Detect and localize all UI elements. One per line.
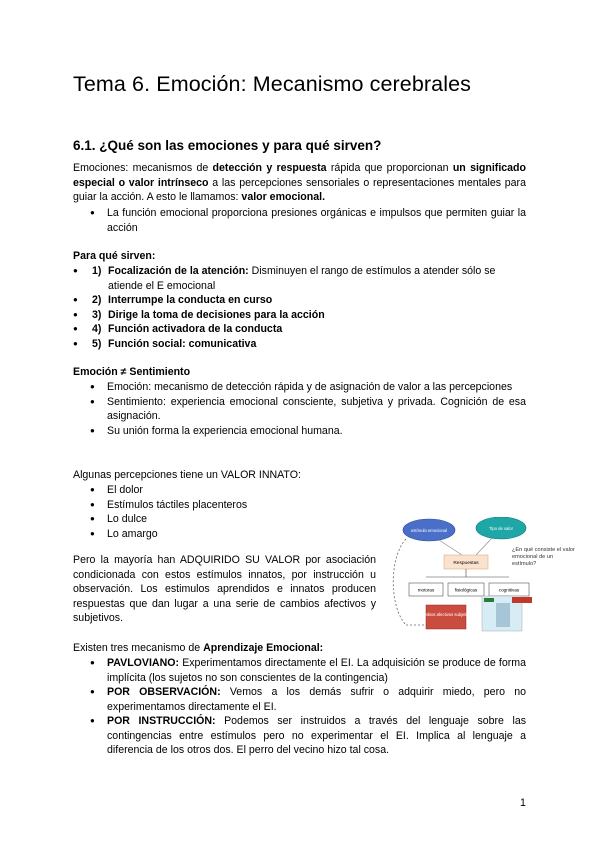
photo-tag-green [484, 598, 494, 602]
list-item: ● La función emocional proporciona presiones orgánicas e impulsos que permiten guiar la acción [90, 206, 526, 235]
red-box-label: Cambios afectivos subjetivos [419, 612, 473, 617]
list-item: ● Su unión forma la experiencia emocional humana. [90, 424, 526, 439]
list-item: ● Sentimiento: experiencia emocional consciente, subjetiva y privada. Cognición de esa asignación. [90, 395, 526, 424]
list-item: ● POR OBSERVACIÓN: Vemos a los demás sufrir o adquirir miedo, pero no experimentamos directamente el EI. [90, 685, 526, 714]
innato-list [90, 483, 350, 541]
list-item: ● El dolor [90, 483, 350, 498]
diagram-question: ¿En qué consiste el valor emocional de un estímulo? [512, 547, 575, 567]
list-item: ● 2) Interrumpe la conducta en curso [73, 293, 526, 308]
center-label: Respuestas [453, 561, 479, 566]
intro-bold-1: detección y respuesta [212, 162, 327, 174]
node-right-label: Tipo de valor [488, 526, 514, 531]
para-que-heading: Para qué sirven: [73, 250, 156, 262]
list-item: ● 3) Dirige la toma de decisiones para la acción [73, 308, 526, 323]
intro-text-1: Emociones: mecanismos de [73, 162, 213, 174]
list-item: ● PAVLOVIANO: Experimentamos directamente el EI. La adquisición se produce de forma implícita (los sujetos no son conscientes de la contingencia) [90, 656, 526, 685]
photo-tag-red [512, 597, 532, 603]
node-left-label: estímulo emocional [410, 528, 448, 533]
list-item: ● Lo dulce [90, 512, 350, 527]
emotional-value-diagram [384, 517, 580, 635]
intro-text-3: a las percepciones sensoriales o representaciones mentales para guiar la acción. A esto le llamamos: [73, 176, 526, 203]
list-item: ● Estímulos táctiles placenteros [90, 498, 350, 513]
intro-text-2: rápida que proporcionan [326, 162, 453, 174]
adquirido-paragraph: Pero la mayoría han ADQUIRIDO SU VALOR por asociación condicionada con estos estímulos innatos, por instrucción u observación. Los estimulos aprendidos e innatos producen respuestas que dan lugar a una serie de cambios afectivos y subjetivos. [73, 554, 376, 624]
leaf-label-3: cognitivas [498, 587, 520, 593]
page-title: Tema 6. Emoción: Mecanismo cerebrales [73, 72, 472, 96]
list-item: ● POR INSTRUCCIÓN: Podemos ser instruidos a través del lenguaje sobre las contingencias entre estímulos pero no experimentar el EI. Implica al lenguaje a diferencia de los otros dos. El perro del vecino hizo tal cosa. [90, 714, 526, 758]
list-item: ● Emoción: mecanismo de detección rápida y de asignación de valor a las percepciones [90, 380, 526, 395]
innato-intro: Algunas percepciones tiene un VALOR INNATO: [73, 469, 301, 481]
aprendizaje-intro: Existen tres mecanismo de Aprendizaje Emocional: [73, 642, 324, 654]
red-box [426, 605, 466, 629]
aprendizaje-list [90, 656, 526, 758]
list-item: ● 4) Función activadora de la conducta [73, 322, 526, 337]
list-item: ● Lo amargo [90, 527, 350, 542]
emocion-sentimiento-list [90, 380, 526, 438]
page-number: 1 [520, 797, 526, 809]
intro-paragraph [73, 161, 526, 205]
leaf-label-1: motoras [417, 587, 435, 593]
list-item: ● 1) Focalización de la atención: Disminuyen el rango de estímulos a atender sólo se atiende el E emocional [73, 264, 526, 293]
photo-figure [496, 603, 510, 627]
intro-bold-3: valor emocional. [241, 191, 326, 203]
list-item: ● 5) Función social: comunicativa [73, 337, 526, 352]
leaf-label-2: fisiológicas [454, 587, 478, 593]
section-heading: 6.1. ¿Qué son las emociones y para qué sirven? [73, 138, 382, 153]
intro-bullet-list [90, 206, 526, 235]
emocion-sentimiento-heading: Emoción ≠ Sentimiento [73, 366, 191, 378]
para-que-list [73, 264, 526, 351]
intro-bold-2: un significado especial o valor intrínseco [73, 162, 526, 189]
